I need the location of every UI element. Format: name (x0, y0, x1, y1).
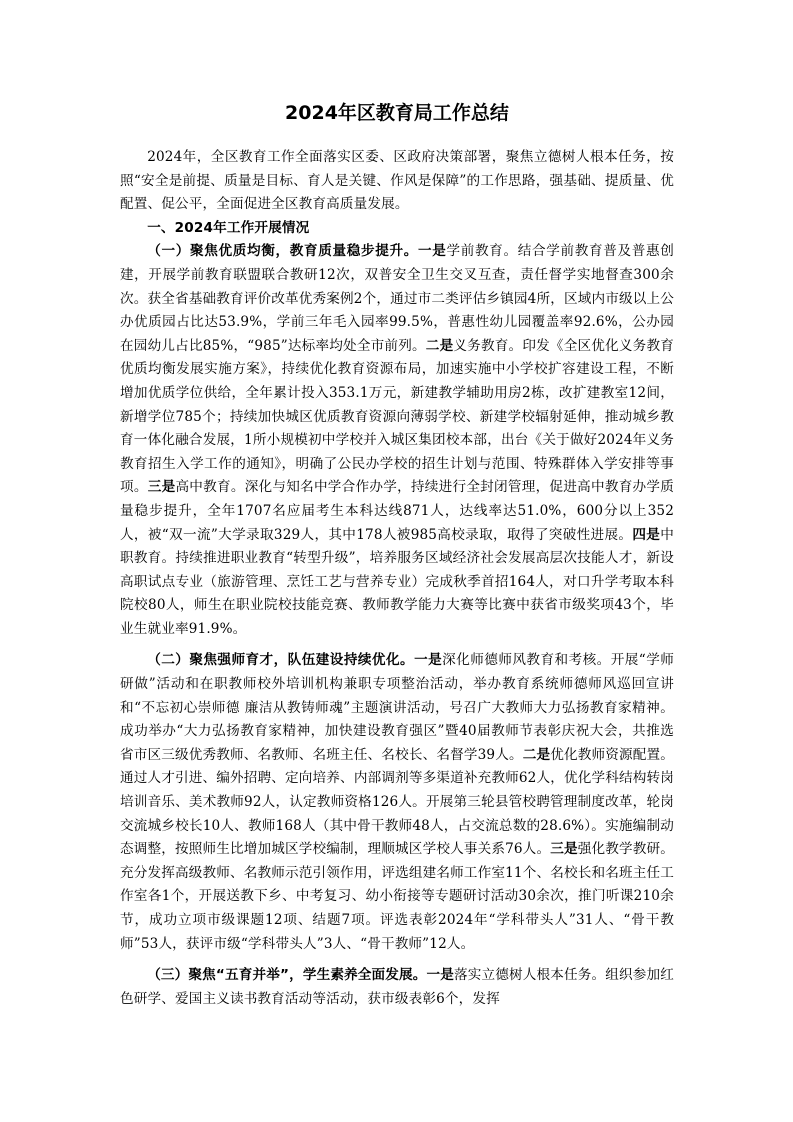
subsection-heading: （一）聚焦优质均衡，教育质量稳步提升。 (147, 243, 418, 260)
paragraph-quality (120, 240, 674, 641)
paragraph-teachers (120, 649, 674, 956)
document-page (120, 100, 674, 1011)
item-text: 学前教育。结合学前教育普及普惠创建，开展学前教育联盟联合教研12次，双普安全卫生交叉互查，责任督学实地督查300余次。获全省基础教育评价改革优秀案例2个，通过市二类评估乡镇园4所，区域内市级以上公办优质园占比达53.9%，学前三年毛入园率99.5%，普惠性幼儿园覆盖率92.6%，公办园在园幼儿占比85%，“985”达标率均处全市前列。 (120, 243, 674, 354)
item-text: 中职教育。持续推进职业教育“转型升级”，培养服务区域经济社会发展高层次技能人才，新设高职试点专业（旅游管理、烹饪工艺与营养专业）完成秋季首招164人，对口升学考取本科院校80人，师生在职业院校技能竞赛、教师教学能力大赛等比赛中获省市级奖项43个，毕业生就业率91.9%。 (120, 526, 674, 637)
item-text: 优化教师资源配置。通过人才引进、编外招聘、定向培养、内部调剂等多渠道补充教师62人，优化学科结构转岗培训音乐、美术教师92人，认定教师资格126人。开展第三轮县管校聘管理制度改革，轮岗交流城乡校长10人、教师168人（其中骨干教师48人，占交流总数的28.6%）。实施编制动态调整，按照师生比增加城区学校编制，理顺城区学校人事关系76人。 (120, 746, 674, 858)
item-text: 义务教育。印发《全区优化义务教育优质均衡发展实施方案》，持续优化教育资源布局，加速实施中小学校扩容建设工程，不断增加优质学位供给，全年累计投入353.1万元，新建教学辅助用房2栋，改扩建教室12间，新增学位785个；持续加快城区优质教育资源向薄弱学校、新建学校辐射延伸，推动城乡教育一体化融合发展，1所小规模初中学校并入城区集团校本部，出台《关于做好2024年义务教育招生入学工作的通知》，明确了公民办学校的招生计划与范围、特殊群体入学安排等事项。 (120, 337, 674, 496)
item-text: 深化师德师风教育和考核。开展“学师研做”活动和在职教师校外培训机构兼职专项整治活动，举办教育系统师德师风巡回宣讲和“不忘初心崇师德 廉洁从教铸师魂”主题演讲活动，号召广大教师大力弘扬教育家精神。成功举办“大力弘扬教育家精神，加快建设教育强区”暨40届教师节表彰庆祝大会，共推选省市区三级优秀教师、名教师、名班主任、名校长、名督学39人。 (120, 652, 674, 763)
item-marker: 四是 (632, 526, 661, 543)
intro-paragraph: 2024年，全区教育工作全面落实区委、区政府决策部署，聚焦立德树人根本任务，按照“安全是前提、质量是目标、育人是关键、作风是保障”的工作思路，强基础、提质量、优配置、促公平，全面促进全区教育高质量发展。 (120, 149, 674, 213)
item-marker: 一是 (426, 967, 455, 984)
subsection-heading: （三）聚焦“五育并举”，学生素养全面发展。 (147, 967, 427, 984)
item-text: 高中教育。深化与知名中学合作办学，持续进行全封闭管理，促进高中教育办学质量稳步提升，全年1707名应届考生本科达线871人，达线率达51.0%，600分以上352人，被“双一流”大学录取329人，其中178人被985高校录取，取得了突破性进展。 (120, 479, 674, 543)
item-marker: 二是 (522, 746, 551, 763)
subsection-heading: （二）聚焦强师育才，队伍建设持续优化。 (147, 652, 415, 669)
item-text: 强化教学教研。充分发挥高级教师、名教师示范引领作用，评选组建名师工作室11个、名校长和名班主任工作室各1个，开展送教下乡、中考复习、幼小衔接等专题研讨活动30余次，推门听课210余节，成功立项市级课题12项、结题7项。评选表彰2024年“学科带头人”31人、“骨干教师”53人，获评市级“学科带头人”3人、“骨干教师”12人。 (120, 841, 674, 952)
document-title: 2024年区教育局工作总结 (285, 102, 509, 124)
item-text: 落实立德树人根本任务。组织参加红色研学、爱国主义读书教育活动等活动，获市级表彰6个，发挥 (120, 967, 674, 1007)
section-heading: 一、2024年工作开展情况 (147, 219, 310, 236)
item-marker: 一是 (417, 243, 447, 260)
item-marker: 一是 (414, 652, 443, 669)
paragraph-students (120, 964, 674, 1011)
item-marker: 三是 (550, 841, 578, 858)
item-marker: 三是 (147, 479, 176, 496)
item-marker: 二是 (425, 337, 454, 354)
